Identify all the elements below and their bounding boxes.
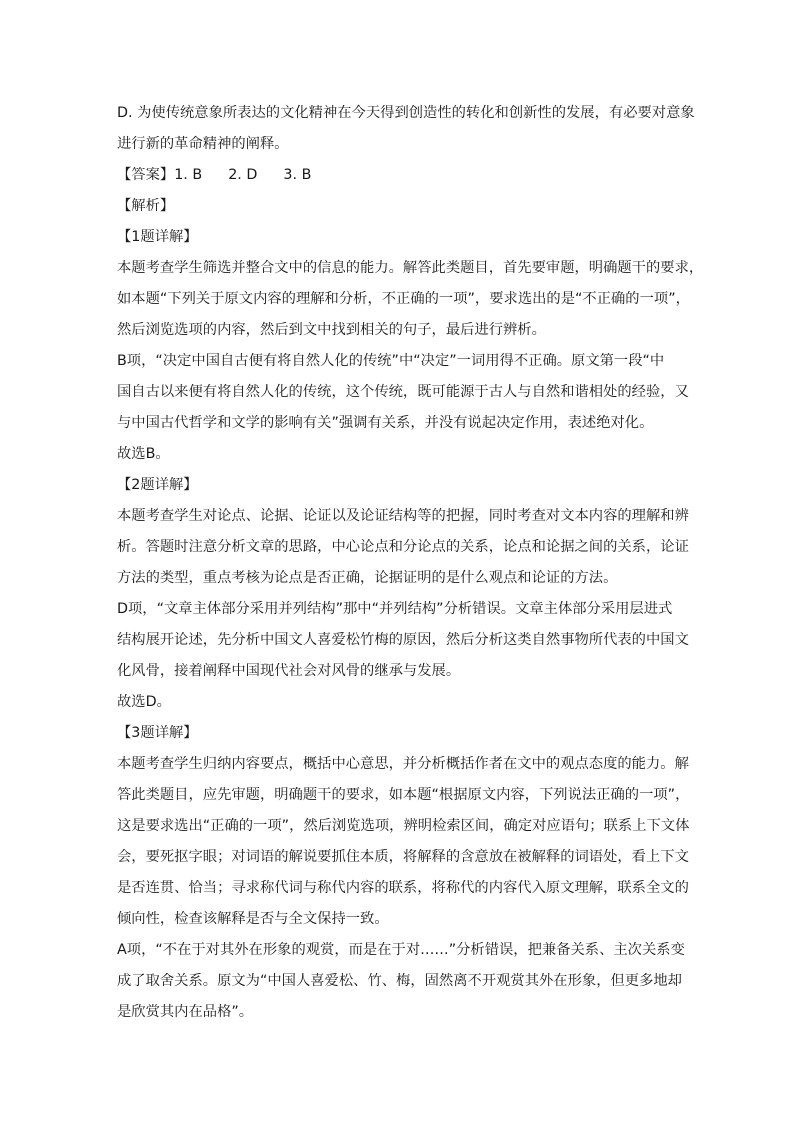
answer-item-1: 1. B [174,167,203,183]
q1-line-6: 与中国古代哲学和文学的影响有关”强调有关系，并没有说起决定作用，表述绝对化。 [117,415,654,431]
q2-line-1: 本题考查学生对论点、论据、论证以及论证结构等的把握，同时考查对文本内容的理解和辨 [117,508,689,524]
q2-line-4: D项，“文章主体部分采用并列结构”那中“并列结构”分析错误。文章主体部分采用层进式 [117,601,673,617]
q2-line-6: 化风骨，接着阐释中国现代社会对风骨的继承与发展。 [117,663,461,679]
q3-line-7: A项，“不在于对其外在形象的观赏，而是在于对……”分析错误，把兼备关系、主次关系变 [117,942,685,958]
answer-item-3: 3. B [283,167,312,183]
q2-line-2: 析。答题时注意分析文章的思路，中心论点和分论点的关系，论点和论据之间的关系，论证 [117,539,689,555]
option-d-line-2: 进行新的革命精神的阐释。 [117,136,289,152]
q3-line-3: 这是要求选出“正确的一项”，然后浏览选项，辨明检索区间，确定对应语句；联系上下文体 [117,818,690,834]
q1-heading: 【1题详解】 [117,229,198,245]
q2-line-3: 方法的类型，重点考核为论点是否正确，论据证明的是什么观点和论证的方法。 [117,570,618,586]
analysis-label: 【解析】 [117,198,175,214]
answer-line [117,160,687,191]
document-page [117,98,704,1028]
option-d-line-1: D. 为使传统意象所表达的文化精神在今天得到创造性的转化和创新性的发展，有必要对意象 [117,105,695,121]
q3-line-4: 会，要死抠字眼；对词语的解说要抓住本质，将解释的含意放在被解释的词语处，看上下文 [117,849,689,865]
answer-item-2: 2. D [228,167,258,183]
q3-line-1: 本题考查学生归纳内容要点，概括中心意思，并分析概括作者在文中的观点态度的能力。解 [117,756,689,772]
q2-heading: 【2题详解】 [117,477,198,493]
q3-line-2: 答此类题目，应先审题，明确题干的要求，如本题“根据原文内容，下列说法正确的一项”， [117,787,690,803]
q3-line-6: 倾向性，检查该解释是否与全文保持一致。 [117,911,389,927]
q1-line-3: 然后浏览选项的内容，然后到文中找到相关的句子，最后进行辨析。 [117,322,546,338]
q1-line-4: B项，“决定中国自古便有将自然人化的传统”中“决定”一词用得不正确。原文第一段“中 [117,353,665,369]
q3-line-8: 成了取舍关系。原文为“中国人喜爱松、竹、梅，固然离不开观赏其外在形象，但更多地却 [117,973,682,989]
q1-line-1: 本题考查学生筛选并整合文中的信息的能力。解答此类题目，首先要审题，明确题干的要求， [117,260,704,276]
q3-line-5: 是否连贯、恰当；寻求称代词与称代内容的联系，将称代的内容代入原文理解，联系全文的 [117,880,689,896]
q1-line-7: 故选B。 [117,446,170,462]
q2-line-7: 故选D。 [117,694,171,710]
q3-line-9: 是欣赏其内在品格”。 [117,1004,254,1020]
q3-heading: 【3题详解】 [117,725,198,741]
q1-line-5: 国自古以来便有将自然人化的传统，这个传统，既可能源于古人与自然和谐相处的经验，又 [117,384,689,400]
answer-label: 【答案】 [117,167,175,183]
q2-line-5: 结构展开论述，先分析中国文人喜爱松竹梅的原因，然后分析这类自然事物所代表的中国文 [117,632,689,648]
q1-line-2: 如本题“下列关于原文内容的理解和分析，不正确的一项”，要求选出的是“不正确的一项”， [117,291,690,307]
